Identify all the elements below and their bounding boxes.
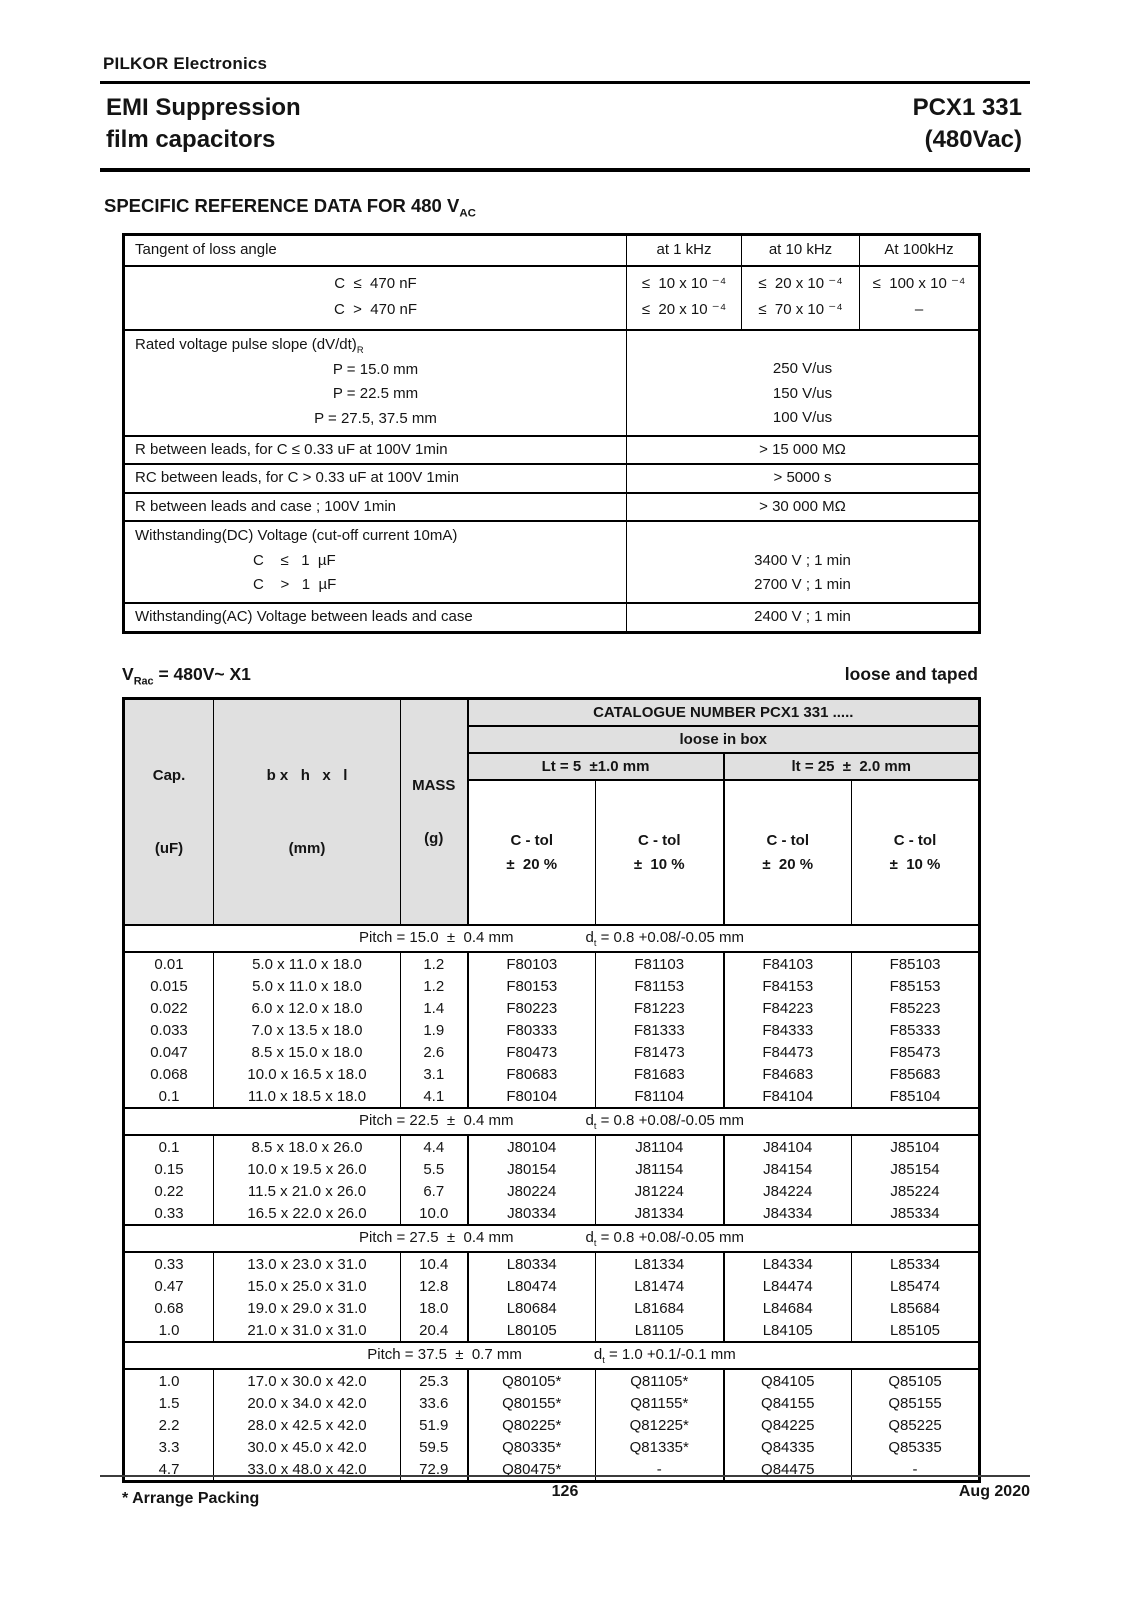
mass-cell: 72.9 — [401, 1458, 468, 1482]
cat-number-cell: F84333 — [724, 1019, 852, 1041]
table-row — [124, 436, 980, 465]
catalogue-row — [124, 1319, 980, 1342]
cap-cell: 1.0 — [124, 1369, 214, 1392]
mass-cell: 1.2 — [401, 975, 468, 997]
dim-cell: 11.5 x 21.0 x 26.0 — [214, 1180, 401, 1202]
cat-number-cell: Q81335* — [596, 1436, 724, 1458]
pitch-band-row — [124, 1342, 980, 1369]
mass-cell: 1.4 — [401, 997, 468, 1019]
cat-number-cell: J85104 — [852, 1135, 980, 1158]
cat-number-cell: L85474 — [852, 1275, 980, 1297]
reference-data-table — [122, 233, 981, 634]
catalogue-row — [124, 1297, 980, 1319]
cat-number-cell: F81333 — [596, 1019, 724, 1041]
catalogue-row — [124, 1414, 980, 1436]
voltage-rating: (480Vac) — [924, 125, 1022, 153]
catalogue-row — [124, 1158, 980, 1180]
table-row — [124, 699, 980, 726]
cat-number-cell: F84683 — [724, 1063, 852, 1085]
catalogue-row — [124, 1041, 980, 1063]
mass-cell: 2.6 — [401, 1041, 468, 1063]
product-title — [106, 92, 301, 155]
cat-number-cell: Q81105* — [596, 1369, 724, 1392]
withstanding-dc-value: 3400 V ; 1 min — [754, 551, 851, 569]
cat-number-cell: Q80155* — [468, 1392, 596, 1414]
mass-cell: 4.1 — [401, 1085, 468, 1108]
table-row — [124, 603, 980, 632]
cat-number-cell: Q85105 — [852, 1369, 980, 1392]
cat-number-cell: L84105 — [724, 1319, 852, 1342]
cat-number-cell: Q84225 — [724, 1414, 852, 1436]
catalogue-row — [124, 1202, 980, 1225]
cat-number-cell: J85334 — [852, 1202, 980, 1225]
cat-number-cell: J84334 — [724, 1202, 852, 1225]
cap-cell: 0.022 — [124, 997, 214, 1019]
pulse-slope-value: 100 V/us — [772, 408, 833, 426]
footer-rule — [100, 1475, 1030, 1477]
catalogue-row — [124, 1180, 980, 1202]
cat-number-cell: F81103 — [596, 952, 724, 975]
section-heading-subscript: AC — [459, 208, 476, 221]
cat-number-cell: F81153 — [596, 975, 724, 997]
catalogue-row — [124, 1369, 980, 1392]
cat-number-cell: Q81225* — [596, 1414, 724, 1436]
pitch-band-row — [124, 1225, 980, 1252]
catalogue-row — [124, 975, 980, 997]
cat-number-cell: J80154 — [468, 1158, 596, 1180]
mass-cell: 3.1 — [401, 1063, 468, 1085]
cap-cell: 0.033 — [124, 1019, 214, 1041]
part-number: PCX1 331 — [912, 94, 1022, 121]
cat-number-cell: J84154 — [724, 1158, 852, 1180]
catalogue-table-body — [124, 925, 980, 1482]
cat-number-cell: J81154 — [596, 1158, 724, 1180]
spec-label: R between leads and case ; 100V 1min — [124, 493, 627, 522]
loss-value: ≤ 20 x 10 ⁻⁴ — [641, 300, 727, 318]
catalogue-row — [124, 1135, 980, 1158]
pulse-slope-label: P = 15.0 mm — [332, 361, 419, 379]
loss-angle-label: Tangent of loss angle — [124, 235, 627, 266]
cat-number-cell: F84103 — [724, 952, 852, 975]
cat-number-cell: J80334 — [468, 1202, 596, 1225]
header-rule-bottom — [100, 168, 1030, 172]
cat-number-cell: F85103 — [852, 952, 980, 975]
cat-number-cell: J81104 — [596, 1135, 724, 1158]
withstanding-dc-title: Withstanding(DC) Voltage (cut-off current 10mA) — [135, 527, 458, 545]
cap-cell: 0.015 — [124, 975, 214, 997]
loss-value: ≤ 20 x 10 ⁻⁴ — [758, 274, 843, 292]
table-row — [124, 330, 980, 436]
ctol-header: C - tol ± 20 % — [724, 780, 852, 926]
page-number: 126 — [551, 1483, 579, 1500]
cat-number-cell: L85684 — [852, 1297, 980, 1319]
mass-cell: 6.7 — [401, 1180, 468, 1202]
vrac-label: $V_{Rac}$ = 480V~ X1 — [122, 663, 251, 688]
table-row — [124, 521, 980, 603]
cat-number-cell: F81223 — [596, 997, 724, 1019]
table-row — [124, 493, 980, 522]
loss-row-label: C > 470 nF — [334, 300, 417, 318]
catalogue-row — [124, 952, 980, 975]
cat-number-cell: L85105 — [852, 1319, 980, 1342]
pitch-band-row — [124, 1108, 980, 1135]
lt25-header: lt = 25 ± 2.0 mm — [724, 753, 980, 780]
pulse-slope-title: Rated voltage pulse slope $(dV/dt)_R$ — [135, 336, 364, 356]
pitch-label: Pitch = 27.5 ± 0.4 mm — [358, 1229, 514, 1247]
mass-cell: 20.4 — [401, 1319, 468, 1342]
cat-number-cell: F80333 — [468, 1019, 596, 1041]
cat-number-cell: - — [852, 1458, 980, 1482]
cat-number-cell: F80223 — [468, 997, 596, 1019]
footer-date: Aug 2020 — [958, 1483, 1030, 1500]
cat-number-cell: F85153 — [852, 975, 980, 997]
mass-cell: 1.2 — [401, 952, 468, 975]
part-number-block — [913, 92, 1022, 155]
brand-name: PILKOR Electronics — [103, 54, 268, 73]
dim-cell: 17.0 x 30.0 x 42.0 — [214, 1369, 401, 1392]
cap-cell: 0.47 — [124, 1275, 214, 1297]
cap-cell: 0.047 — [124, 1041, 214, 1063]
cat-number-cell: L85334 — [852, 1252, 980, 1275]
withstanding-dc-label: C > 1 µF — [253, 576, 337, 594]
cat-number-cell: F85223 — [852, 997, 980, 1019]
loss-row-label: C ≤ 470 nF — [334, 274, 417, 292]
vrac-caption-row — [122, 664, 978, 688]
mass-cell: 51.9 — [401, 1414, 468, 1436]
cap-column-header: Cap. (uF) — [124, 699, 214, 926]
cat-number-cell: F81683 — [596, 1063, 724, 1085]
cap-cell: 4.7 — [124, 1458, 214, 1482]
dt-tolerance-label: $d_t = 0.8 +0.08/-0.05$ mm — [585, 1112, 745, 1132]
dim-cell: 30.0 x 45.0 x 42.0 — [214, 1436, 401, 1458]
loss-value: – — [914, 300, 924, 318]
cat-number-cell: Q85335 — [852, 1436, 980, 1458]
cat-number-cell: Q80335* — [468, 1436, 596, 1458]
cat-number-cell: Q84105 — [724, 1369, 852, 1392]
cat-number-cell: J85224 — [852, 1180, 980, 1202]
cap-cell: 2.2 — [124, 1414, 214, 1436]
cat-number-cell: J80104 — [468, 1135, 596, 1158]
cat-number-cell: F85104 — [852, 1085, 980, 1108]
cap-cell: 0.68 — [124, 1297, 214, 1319]
cap-cell: 1.5 — [124, 1392, 214, 1414]
cap-cell: 0.068 — [124, 1063, 214, 1085]
spec-value: > 15 000 MΩ — [627, 436, 980, 465]
mass-column-header: MASS (g) — [401, 699, 468, 926]
catalogue-row — [124, 1458, 980, 1482]
pulse-slope-value: 150 V/us — [772, 384, 833, 402]
freq-header: at 1 kHz — [627, 235, 742, 266]
product-title-line1: EMI Suppression — [106, 94, 301, 121]
lt5-header: Lt = 5 ±1.0 mm — [468, 753, 724, 780]
cat-number-cell: F84153 — [724, 975, 852, 997]
cat-number-cell: L84684 — [724, 1297, 852, 1319]
loss-value: ≤ 10 x 10 ⁻⁴ — [641, 274, 727, 292]
dim-cell: 19.0 x 29.0 x 31.0 — [214, 1297, 401, 1319]
cat-number-cell: Q84155 — [724, 1392, 852, 1414]
pulse-slope-label: P = 22.5 mm — [332, 385, 419, 403]
cap-cell: 0.22 — [124, 1180, 214, 1202]
cat-number-cell: L84474 — [724, 1275, 852, 1297]
mass-cell: 10.0 — [401, 1202, 468, 1225]
cat-number-cell: L80334 — [468, 1252, 596, 1275]
dimensions-column-header: b x h x l (mm) — [214, 699, 401, 926]
cat-number-cell: F80153 — [468, 975, 596, 997]
catalogue-row — [124, 1019, 980, 1041]
withstanding-ac-value: 2400 V ; 1 min — [627, 603, 980, 632]
dim-cell: 15.0 x 25.0 x 31.0 — [214, 1275, 401, 1297]
cat-number-cell: F81104 — [596, 1085, 724, 1108]
cat-number-cell: L80684 — [468, 1297, 596, 1319]
cat-number-cell: F85473 — [852, 1041, 980, 1063]
ctol-header: C - tol ± 10 % — [852, 780, 980, 926]
section-heading: SPECIFIC REFERENCE DATA FOR 480 $V_{AC}$ — [104, 195, 476, 221]
mass-cell: 33.6 — [401, 1392, 468, 1414]
cat-number-cell: Q85155 — [852, 1392, 980, 1414]
cap-cell: 0.33 — [124, 1252, 214, 1275]
withstanding-ac-label: Withstanding(AC) Voltage between leads and case — [124, 603, 627, 632]
spec-value: > 30 000 MΩ — [627, 493, 980, 522]
withstanding-dc-label: C ≤ 1 µF — [253, 551, 336, 569]
cat-number-cell: F85683 — [852, 1063, 980, 1085]
cat-number-cell: J81224 — [596, 1180, 724, 1202]
cat-number-cell: F85333 — [852, 1019, 980, 1041]
cat-number-cell: L80105 — [468, 1319, 596, 1342]
ctol-header: C - tol ± 20 % — [468, 780, 596, 926]
catalogue-row — [124, 1063, 980, 1085]
catalogue-row — [124, 1436, 980, 1458]
pitch-band-row — [124, 925, 980, 952]
mass-cell: 25.3 — [401, 1369, 468, 1392]
mass-cell: 18.0 — [401, 1297, 468, 1319]
table-row — [124, 235, 980, 266]
dim-cell: 8.5 x 18.0 x 26.0 — [214, 1135, 401, 1158]
dt-tolerance-label: $d_t = 0.8 +0.08/-0.05$ mm — [585, 929, 745, 949]
cap-cell: 3.3 — [124, 1436, 214, 1458]
loss-value: ≤ 100 x 10 ⁻⁴ — [872, 274, 966, 292]
cap-cell: 0.1 — [124, 1085, 214, 1108]
cap-cell: 1.0 — [124, 1319, 214, 1342]
cap-cell: 0.15 — [124, 1158, 214, 1180]
cat-number-cell: Q80105* — [468, 1369, 596, 1392]
freq-header: At 100kHz — [860, 235, 980, 266]
cat-number-cell: F81473 — [596, 1041, 724, 1063]
catalogue-number-table — [122, 697, 981, 1483]
pitch-label: Pitch = 15.0 ± 0.4 mm — [358, 929, 514, 947]
cat-number-cell: J80224 — [468, 1180, 596, 1202]
dim-cell: 10.0 x 19.5 x 26.0 — [214, 1158, 401, 1180]
dim-cell: 5.0 x 11.0 x 18.0 — [214, 975, 401, 997]
cat-number-cell: L81474 — [596, 1275, 724, 1297]
pulse-slope-label: P = 27.5, 37.5 mm — [314, 409, 437, 427]
catalogue-row — [124, 1085, 980, 1108]
table-row — [124, 464, 980, 493]
product-title-line2: film capacitors — [106, 125, 276, 153]
cap-cell: 0.1 — [124, 1135, 214, 1158]
cat-number-cell: F80683 — [468, 1063, 596, 1085]
dim-cell: 13.0 x 23.0 x 31.0 — [214, 1252, 401, 1275]
cat-number-cell: J84104 — [724, 1135, 852, 1158]
cat-number-cell: F84473 — [724, 1041, 852, 1063]
cat-number-cell: F84223 — [724, 997, 852, 1019]
cat-number-cell: L81105 — [596, 1319, 724, 1342]
dt-tolerance-label: $d_t = 1.0 +0.1/-0.1$ mm — [593, 1346, 736, 1366]
pulse-slope-value: 250 V/us — [772, 360, 833, 378]
dim-cell: 7.0 x 13.5 x 18.0 — [214, 1019, 401, 1041]
cat-number-cell: L84334 — [724, 1252, 852, 1275]
cat-number-cell: F80473 — [468, 1041, 596, 1063]
cat-number-cell: Q80225* — [468, 1414, 596, 1436]
dim-cell: 33.0 x 48.0 x 42.0 — [214, 1458, 401, 1482]
cat-number-cell: Q84335 — [724, 1436, 852, 1458]
loose-in-box-header: loose in box — [468, 726, 980, 753]
cat-number-cell: L80474 — [468, 1275, 596, 1297]
mass-cell: 59.5 — [401, 1436, 468, 1458]
cat-number-cell: F84104 — [724, 1085, 852, 1108]
cat-number-cell: - — [596, 1458, 724, 1482]
page-footer — [100, 1483, 1030, 1501]
loss-value: ≤ 70 x 10 ⁻⁴ — [758, 300, 843, 318]
mass-cell: 4.4 — [401, 1135, 468, 1158]
spec-label: R between leads, for C ≤ 0.33 uF at 100V 1min — [124, 436, 627, 465]
cap-cell: 0.01 — [124, 952, 214, 975]
cat-number-cell: J84224 — [724, 1180, 852, 1202]
cat-number-cell: Q84475 — [724, 1458, 852, 1482]
mass-cell: 5.5 — [401, 1158, 468, 1180]
dt-tolerance-label: $d_t = 0.8 +0.08/-0.05$ mm — [585, 1229, 745, 1249]
dim-cell: 11.0 x 18.5 x 18.0 — [214, 1085, 401, 1108]
mass-cell: 1.9 — [401, 1019, 468, 1041]
cat-number-cell: Q81155* — [596, 1392, 724, 1414]
cat-number-cell: F80104 — [468, 1085, 596, 1108]
catalogue-number-title: CATALOGUE NUMBER PCX1 331 ..... — [468, 699, 980, 726]
arrange-packing-footnote: * Arrange Packing — [122, 1490, 260, 1508]
dim-cell: 10.0 x 16.5 x 18.0 — [214, 1063, 401, 1085]
cat-number-cell: J81334 — [596, 1202, 724, 1225]
dim-cell: 5.0 x 11.0 x 18.0 — [214, 952, 401, 975]
freq-header: at 10 kHz — [742, 235, 860, 266]
title-bar — [100, 84, 1030, 168]
dim-cell: 28.0 x 42.5 x 42.0 — [214, 1414, 401, 1436]
packing-note: loose and taped — [844, 663, 978, 684]
cat-number-cell: Q85225 — [852, 1414, 980, 1436]
dim-cell: 20.0 x 34.0 x 42.0 — [214, 1392, 401, 1414]
cap-cell: 0.33 — [124, 1202, 214, 1225]
dim-cell: 21.0 x 31.0 x 31.0 — [214, 1319, 401, 1342]
ctol-header: C - tol ± 10 % — [596, 780, 724, 926]
mass-cell: 12.8 — [401, 1275, 468, 1297]
dim-cell: 6.0 x 12.0 x 18.0 — [214, 997, 401, 1019]
spec-label: RC between leads, for C > 0.33 uF at 100V 1min — [124, 464, 627, 493]
catalogue-row — [124, 1275, 980, 1297]
cat-number-cell: L81334 — [596, 1252, 724, 1275]
cat-number-cell: L81684 — [596, 1297, 724, 1319]
withstanding-dc-value: 2700 V ; 1 min — [754, 576, 851, 594]
spec-value: > 5000 s — [627, 464, 980, 493]
dim-cell: 8.5 x 15.0 x 18.0 — [214, 1041, 401, 1063]
catalogue-row — [124, 1252, 980, 1275]
table-row — [124, 266, 980, 331]
pitch-label: Pitch = 37.5 ± 0.7 mm — [367, 1346, 522, 1364]
cat-number-cell: J85154 — [852, 1158, 980, 1180]
catalogue-row — [124, 997, 980, 1019]
cat-number-cell: Q80475* — [468, 1458, 596, 1482]
cat-number-cell: F80103 — [468, 952, 596, 975]
dim-cell: 16.5 x 22.0 x 26.0 — [214, 1202, 401, 1225]
mass-cell: 10.4 — [401, 1252, 468, 1275]
catalogue-row — [124, 1392, 980, 1414]
pitch-label: Pitch = 22.5 ± 0.4 mm — [358, 1112, 514, 1130]
